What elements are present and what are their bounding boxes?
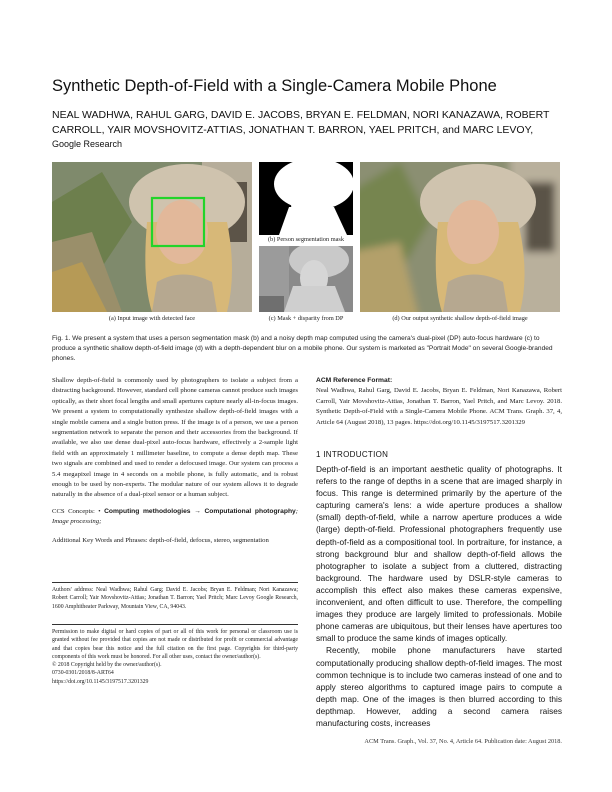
intro-paragraph-2: Recently, mobile phone manufacturers have started computationally producing shallow depth-of-field images. The most common technique is to include two cameras instead of one and to apply stereo algorithms to captured image pairs to compute a depth map. One of the images is then blurred according to this depthmap. However, adding a second camera raises manufacturing costs, increases: [316, 645, 562, 728]
page-footer: ACM Trans. Graph., Vol. 37, No. 4, Article 64. Publication date: August 2018.: [364, 738, 562, 745]
copyright-line: © 2018 Copyright held by the owner/author(s).: [52, 662, 162, 669]
footnote-rule-2: [52, 624, 298, 625]
affiliation: Google Research: [52, 139, 123, 149]
keywords: Additional Key Words and Phrases: depth-of-field, defocus, stereo, segmentation: [52, 536, 269, 544]
input-photo-illustration: [52, 162, 252, 312]
footnote-rule-1: [52, 582, 298, 583]
doi-link[interactable]: https://doi.org/10.1145/3197517.3201329: [52, 678, 149, 685]
output-photo-illustration: [360, 162, 560, 312]
ccs-suffix: ; Image processing;: [52, 507, 299, 526]
ccs-bold: Computing methodologies → Computational photography: [104, 507, 296, 515]
abstract-text: Shallow depth-of-field is commonly used by photographers to isolate a subject from a distracting background. However, standard cell phone cameras cannot produce such images optically, as their short focal lengths and small apertures capture nearly all-in-focus images. We present a system to computationally synthesize shallow depth-of-field images with a single mobile camera and a single button press. If the image is of a person, we use a person segmentation network to separate the person and their accessories from the background. If available, we also use dense dual-pixel auto-focus hardware, effectively a 2-sample light field with an approximately 1 millimeter baseline, to compute a dense depth map. These two signals are combined and used to render a defocused image. Our system can process a 5.4 megapixel image in 4 seconds on a mobile phone, is fully automatic, and is robust enough to be used by non-experts. The modular nature of our system allows it to degrade naturally in the absence of a dual-pixel sensor or a human subject.: [52, 377, 298, 499]
permission-block: [52, 628, 298, 686]
author-list-line-2: CARROLL, YAIR MOVSHOVITZ-ATTIAS, JONATHAN T. BARRON, YAEL PRITCH, and MARC LEVOY,: [52, 124, 534, 136]
left-column: [52, 376, 298, 546]
disparity-illustration: [259, 246, 353, 312]
author-list-line-1: NEAL WADHWA, RAHUL GARG, DAVID E. JACOBS, BRYAN E. FELDMAN, NORI KANAZAWA, ROBERT: [52, 109, 550, 121]
figure-b-segmentation-mask: [259, 162, 353, 235]
acm-reference: [316, 376, 562, 428]
permission-text: Permission to make digital or hard copies of part or all of this work for personal or classroom use is granted without fee provided that copies are not made or distributed for profit or commercial advantage and that copies bear this notice and the full citation on the first page. Copyrights for third-party components of this work must be honored. For all other uses, contact the owner/author(s).: [52, 629, 298, 660]
subcaption-a: (a) Input image with detected face: [108, 315, 196, 322]
mask-illustration: [259, 162, 353, 235]
section-heading-introduction: 1 INTRODUCTION: [316, 450, 389, 459]
subcaption-d: (d) Our output synthetic shallow depth-of-field image: [392, 315, 528, 322]
paper-title: Synthetic Depth-of-Field with a Single-Camera Mobile Phone: [52, 77, 497, 95]
figure-d-output-image: [360, 162, 560, 312]
ccs-concepts: [52, 507, 298, 528]
authors-address: Authors' address: Neal Wadhwa; Rahul Garg; David E. Jacobs; Bryan E. Feldman; Nori Kanazawa; Robert Carroll; Yair Movshovitz-Attias; Jonathan T. Barron; Yael Pritch; Marc Levoy Google Research, 1600 Amphitheater Parkway, Mountain View, CA, 94043.: [52, 587, 298, 610]
figure-caption: Fig. 1. We present a system that uses a person segmentation mask (b) and a noisy depth map computed using the camera's dual-pixel (DP) auto-focus hardware (c) to produce a synthetic shallow depth-of-field image (d) with a depth-dependent blur on a mobile phone. Our system is marketed as "Portrait Mode" on several Google-branded phones.: [52, 335, 553, 362]
subcaption-c: (c) Mask + disparity from DP: [268, 315, 344, 322]
introduction-body: [316, 463, 562, 729]
figure-c-disparity-map: [259, 246, 353, 312]
figure-a-input-image: [52, 162, 252, 312]
author-list: [52, 108, 572, 138]
ccs-prefix: CCS Concepts: •: [52, 507, 101, 515]
acm-reference-heading: ACM Reference Format:: [316, 377, 393, 384]
acm-reference-text: Neal Wadhwa, Rahul Garg, David E. Jacobs, Bryan E. Feldman, Nori Kanazawa, Robert Carroll, Yair Movshovitz-Attias, Jonathan T. Barron, Yael Pritch, and Marc Levoy. 2018. Synthetic Depth-of-Field with a Single-Camera Mobile Phone. ACM Trans. Graph. 37, 4, Article 64 (August 2018), 13 pages. https://doi.org/10.1145/3197517.3201329: [316, 387, 562, 426]
issn-line: 0730-0301/2018/8-ART64: [52, 670, 114, 677]
subcaption-b: (b) Person segmentation mask: [267, 236, 345, 243]
intro-paragraph-1: Depth-of-field is an important aesthetic quality of photographs. It refers to the range of depths in a scene that are imaged sharply in focus. This range is determined primarily by the aperture of the capturing camera's lens: a wide aperture produces a shallow (small) depth-of-field, while a narrow aperture produces a wide (large) depth-of-field. Professional photographers frequently use depth-of-field as a compositional tool. In portraiture, for instance, a strong background blur and shallow depth-of-field allows the photographer to isolate a subject from a cluttered, distracting background. The hardware used by DSLR-style cameras to accomplish this effect also makes these cameras expensive, inconvenient, and often difficult to use. Therefore, the compelling images they produce are largely limited to professionals. Mobile phone cameras are ubiquitous, but their lenses have apertures too small to produce the same kinds of images optically.: [316, 464, 562, 644]
